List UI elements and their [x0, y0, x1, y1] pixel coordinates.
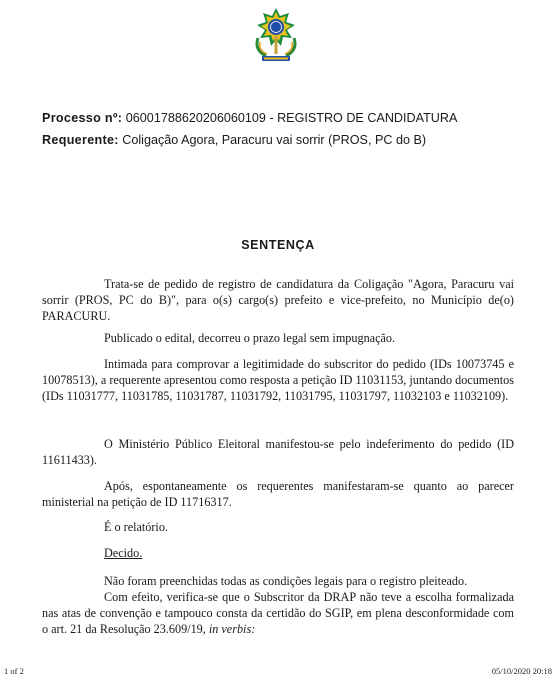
paragraph-2-text: Publicado o edital, decorreu o prazo legal sem impugnação. — [104, 331, 396, 345]
paragraph-2 — [42, 330, 514, 346]
paragraph-3 — [42, 356, 514, 404]
paragraph-1 — [42, 276, 514, 324]
decido-heading: Decido. — [104, 546, 143, 560]
paragraph-8 — [42, 573, 514, 589]
paragraph-8-text: Não foram preenchidas todas as condições legais para o registro pleiteado. — [104, 574, 468, 588]
paragraph-1-text: Trata-se de pedido de registro de candidatura da Coligação "Agora, Paracuru vai sorrir (PROS, PC do B)", para o(s) cargo(s) prefeito e vice-prefeito, no Município de(o) PARACURU. — [42, 277, 514, 323]
paragraph-3-text: Intimada para comprovar a legitimidade do subscritor do pedido (IDs 10073745 e 10078513), a requerente apresentou como resposta a petição ID 11031153, juntando documentos (IDs 11031777, 11031785, 11031787, 11031792, 11031795, 11031797, 11032103 e 11032109). — [42, 357, 514, 403]
page-counter: 1 of 2 — [4, 666, 24, 676]
page-title: SENTENÇA — [241, 238, 315, 252]
paragraph-9-italic: in verbis: — [208, 622, 256, 636]
paragraph-9-text: Com efeito, verifica-se que o Subscritor da DRAP não teve a escolha formalizada nas atas de convenção e tampouco consta da certidão do SGIP, em plena desconformidade com o art. 21 da Resolução 23.609/19, — [42, 590, 514, 636]
paragraph-5-text: Após, espontaneamente os requerentes manifestaram-se quanto ao parecer ministerial na petição de ID 11716317. — [42, 479, 514, 509]
processo-value: 06001788620206060109 - REGISTRO DE CANDIDATURA — [125, 111, 458, 125]
paragraph-6 — [42, 519, 514, 535]
processo-label: Processo nº: — [42, 111, 123, 125]
requerente-label: Requerente: — [42, 133, 119, 147]
paragraph-4 — [42, 436, 514, 468]
requerente-value: Coligação Agora, Paracuru vai sorrir (PROS, PC do B) — [122, 133, 427, 147]
print-datetime: 05/10/2020 20:18 — [491, 666, 552, 676]
requerente-line — [42, 133, 426, 147]
paragraph-9 — [42, 589, 514, 637]
paragraph-4-text: O Ministério Público Eleitoral manifestou-se pelo indeferimento do pedido (ID 11611433). — [42, 437, 514, 467]
paragraph-7 — [42, 545, 514, 561]
paragraph-6-text: É o relatório. — [104, 520, 168, 534]
brazil-coat-of-arms-icon — [248, 6, 304, 66]
processo-line — [42, 111, 457, 125]
paragraph-5 — [42, 478, 514, 510]
